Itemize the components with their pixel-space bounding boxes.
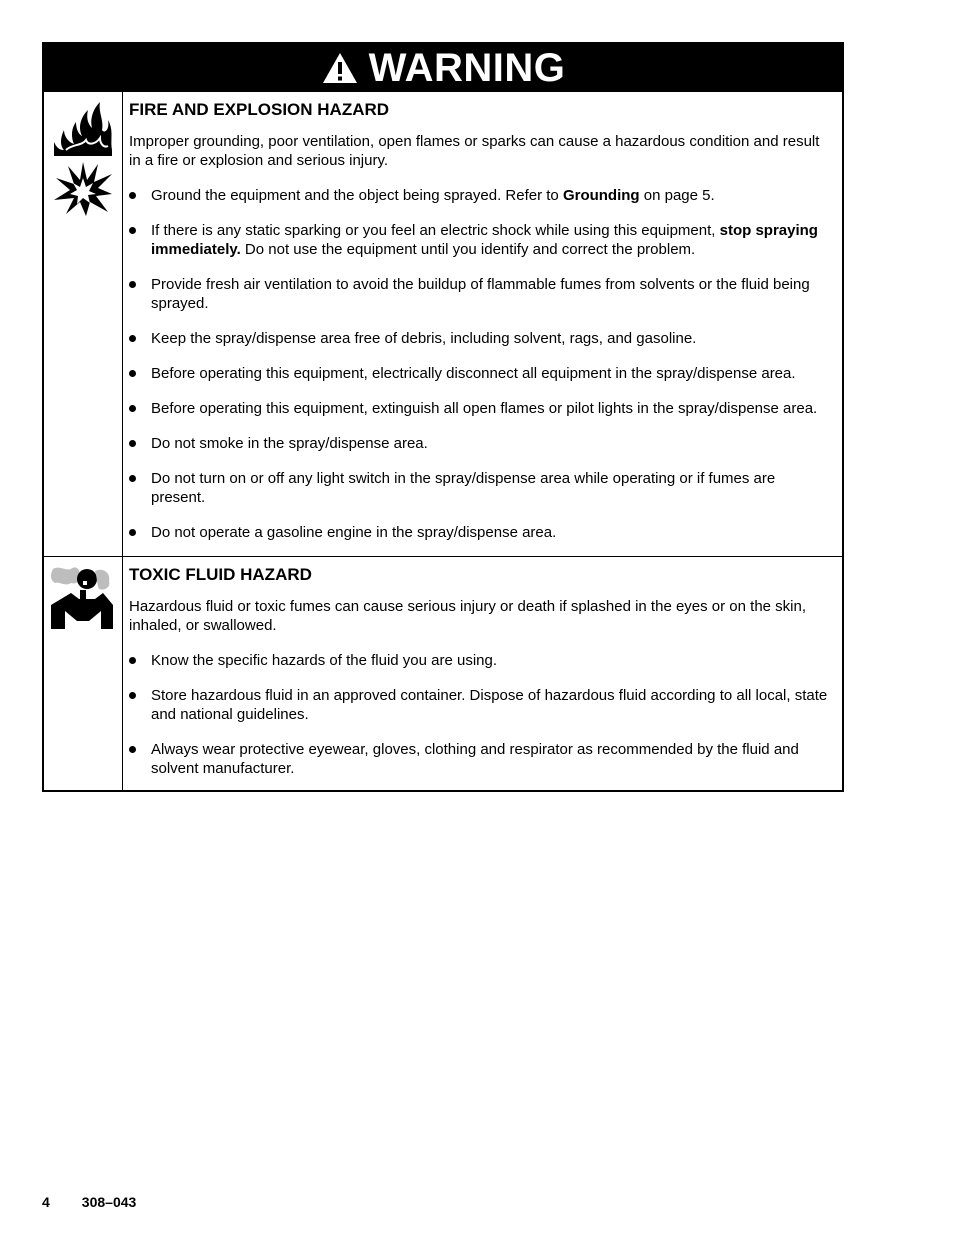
list-item: [129, 221, 830, 259]
toxic-hazard-intro: Hazardous fluid or toxic fumes can cause serious injury or death if splashed in the eyes or on the skin, inhaled, or swallowed.: [129, 598, 807, 634]
list-item: Before operating this equipment, extinguish all open flames or pilot lights in the spray/dispense area.: [129, 399, 830, 418]
fire-hazard-heading: FIRE AND EXPLOSION HAZARD: [129, 100, 390, 119]
list-item: Do not operate a gasoline engine in the spray/dispense area.: [129, 523, 830, 542]
stop-spraying-emphasis: stop spraying immediately.: [151, 222, 818, 258]
list-item: Do not turn on or off any light switch in the spray/dispense area while operating or if fumes are present.: [129, 469, 830, 507]
grounding-reference: Grounding: [562, 187, 640, 204]
list-item-text: If there is any static sparking or you feel an electric shock while using this equipment,: [151, 222, 720, 239]
flame-icon: [52, 100, 114, 158]
list-item: Before operating this equipment, electrically disconnect all equipment in the spray/dispense area.: [129, 364, 830, 383]
list-item: [129, 186, 830, 205]
page-footer: [42, 1194, 136, 1210]
list-item-text: Ground the equipment and the object being sprayed. Refer to: [151, 187, 563, 204]
toxic-icon-column: [44, 557, 123, 790]
list-item-text: Do not use the equipment until you identify and correct the problem.: [240, 241, 696, 258]
fire-text-column: [123, 92, 842, 556]
warning-banner: [44, 44, 842, 92]
list-item: Keep the spray/dispense area free of debris, including solvent, rags, and gasoline.: [129, 329, 830, 348]
list-item: Know the specific hazards of the fluid you are using.: [129, 651, 830, 670]
toxic-text-column: [123, 557, 842, 790]
toxic-fluid-section: [44, 556, 842, 790]
list-item: Do not smoke in the spray/dispense area.: [129, 434, 830, 453]
page-number: 4: [42, 1194, 50, 1210]
warning-triangle-icon: [321, 51, 359, 85]
toxic-hazard-heading: TOXIC FLUID HAZARD: [129, 565, 312, 584]
list-item: Store hazardous fluid in an approved container. Dispose of hazardous fluid according to all local, state and national guidelines.: [129, 686, 830, 724]
warning-title: WARNING: [368, 46, 566, 90]
toxic-hazard-list: [129, 651, 830, 778]
toxic-fumes-person-icon: [49, 565, 117, 631]
document-number: 308–043: [81, 1194, 137, 1210]
fire-hazard-list: [129, 186, 830, 542]
list-item: Always wear protective eyewear, gloves, clothing and respirator as recommended by the fluid and solvent manufacturer.: [129, 740, 830, 778]
fire-icon-column: [44, 92, 123, 556]
warning-box: [42, 42, 844, 792]
explosion-icon: [52, 160, 114, 218]
list-item-text: on page 5.: [639, 187, 715, 204]
fire-explosion-section: [44, 92, 842, 556]
list-item: Provide fresh air ventilation to avoid the buildup of flammable fumes from solvents or the fluid being sprayed.: [129, 275, 830, 313]
fire-hazard-intro: Improper grounding, poor ventilation, open flames or sparks can cause a hazardous condition and result in a fire or explosion and serious injury.: [129, 133, 820, 169]
